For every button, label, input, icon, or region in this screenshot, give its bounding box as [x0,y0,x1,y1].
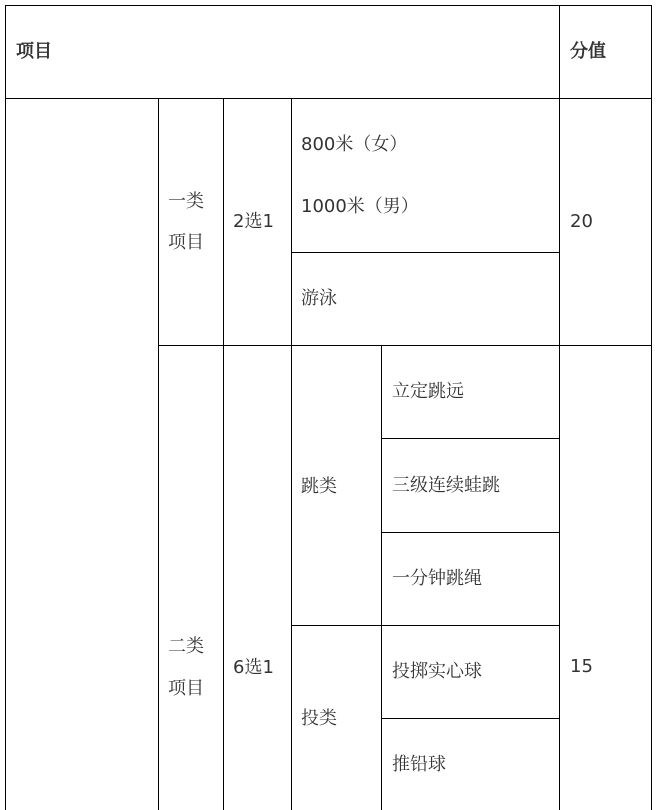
header-item: 项目 [16,41,52,62]
border-top [5,5,652,6]
subitem-column-divider [381,345,382,810]
category-column-divider [158,98,159,810]
throw-item-2: 推铅球 [392,754,446,775]
group1-category-line1: 一类 [168,191,204,212]
option-column-divider [291,98,292,810]
group2-score: 15 [570,656,593,677]
header-divider [5,98,652,99]
jump-item-1: 立定跳远 [392,381,464,402]
group1-option1-line1: 800米（女） [301,134,408,155]
border-right [651,5,652,810]
group-divider [158,345,652,346]
subgroup-divider [291,625,560,626]
item-divider-1 [382,438,560,439]
subgroup-throw-name: 投类 [301,708,337,729]
item-divider-3 [382,718,560,719]
group2-choice: 6选1 [233,657,274,678]
group1-option-divider [291,252,560,253]
group1-choice: 2选1 [233,211,274,232]
jump-item-3: 一分钟跳绳 [392,568,482,589]
group2-category-line1: 二类 [168,636,204,657]
group1-category-line2: 项目 [168,232,204,253]
group1-option1-line2: 1000米（男） [301,196,419,217]
item-divider-2 [382,532,560,533]
group2-category-line2: 项目 [168,678,204,699]
jump-item-2: 三级连续蛙跳 [392,475,500,496]
choice-column-divider [223,98,224,810]
header-score: 分值 [570,41,606,62]
group1-option2: 游泳 [301,288,337,309]
throw-item-1: 投掷实心球 [392,661,482,682]
border-left [5,5,6,810]
group1-score: 20 [570,211,593,232]
subgroup-jump-name: 跳类 [301,476,337,497]
score-column-divider [559,5,560,810]
